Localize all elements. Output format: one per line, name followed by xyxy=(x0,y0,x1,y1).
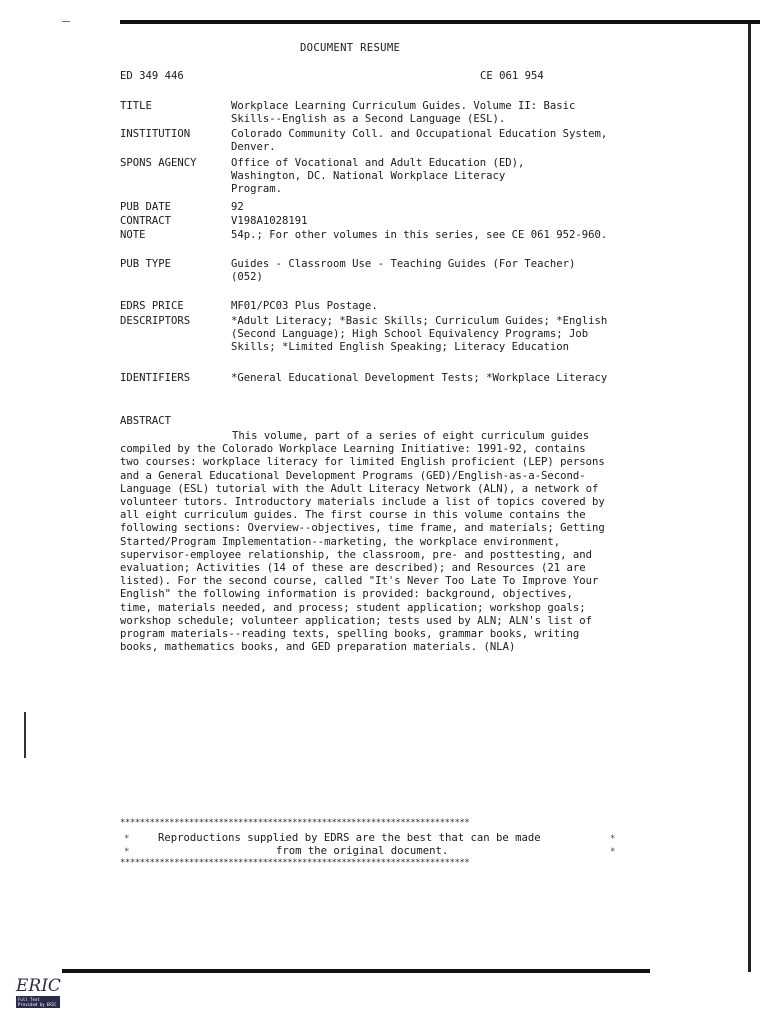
document-title: DOCUMENT RESUME xyxy=(300,42,401,54)
field-value-title: Workplace Learning Curriculum Guides. Volume II: Basic Skills--English as a Second Language (ESL). xyxy=(231,100,576,126)
field-value-edrs-price: MF01/PC03 Plus Postage. xyxy=(231,300,378,312)
top-rule xyxy=(120,20,760,24)
scan-mark xyxy=(62,21,70,22)
field-value-contract: V198A1028191 xyxy=(231,215,308,227)
field-label-contract: CONTRACT xyxy=(120,215,172,227)
bottom-rule xyxy=(62,969,650,973)
field-value-pub-date: 92 xyxy=(231,201,244,213)
eric-logo xyxy=(16,976,60,1012)
footer-edge-star: * xyxy=(610,847,616,857)
right-scan-edge xyxy=(748,24,751,972)
reproduction-notice-line1: Reproductions supplied by EDRS are the best that can be made xyxy=(158,832,541,844)
footer-edge-star: * xyxy=(124,847,130,857)
field-value-descriptors: *Adult Literacy; *Basic Skills; Curriculum Guides; *English (Second Language); High School Equivalency Programs; Job Skills; *Limited English Speaking; Literacy Education xyxy=(231,315,608,354)
eric-logo-subtitle: Full Text Provided by ERIC xyxy=(16,996,60,1008)
left-scan-mark xyxy=(24,712,26,758)
field-label-title: TITLE xyxy=(120,100,152,112)
field-label-pub-type: PUB TYPE xyxy=(120,258,172,270)
ed-number: ED 349 446 xyxy=(120,70,184,82)
eric-logo-text: ERIC xyxy=(16,976,61,996)
field-value-note: 54p.; For other volumes in this series, see CE 061 952-960. xyxy=(231,229,608,241)
field-label-spons-agency: SPONS AGENCY xyxy=(120,157,197,169)
field-value-identifiers: *General Educational Development Tests; *Workplace Literacy xyxy=(231,372,608,384)
abstract-label: ABSTRACT xyxy=(120,415,172,427)
reproduction-notice-line2: from the original document. xyxy=(276,845,449,857)
ce-number: CE 061 954 xyxy=(480,70,544,82)
field-label-pub-date: PUB DATE xyxy=(120,201,172,213)
field-label-note: NOTE xyxy=(120,229,146,241)
field-label-descriptors: DESCRIPTORS xyxy=(120,315,191,327)
footer-edge-star: * xyxy=(610,834,616,844)
field-value-spons-agency: Office of Vocational and Adult Education (ED), Washington, DC. National Workplace Literacy Program. xyxy=(231,157,525,196)
field-label-identifiers: IDENTIFIERS xyxy=(120,372,191,384)
footer-stars-bottom: *********************************************************************** xyxy=(120,858,470,868)
footer-stars-top: *********************************************************************** xyxy=(120,818,470,828)
abstract-text: This volume, part of a series of eight curriculum guides compiled by the Colorado Workplace Learning Initiative: 1991-92, contains two courses: workplace literacy for limited English proficient (LEP) persons and a General Educational Development Programs (GED)/English-as-a-Second-Language (ESL) tutorial with the Adult Literacy Network (ALN), a network of volunteer tutors. Introductory materials include a list of topics covered by all eight curriculum guides. The first course in this volume contains the following sections: Overview--objectives, time frame, and materials; Getting Started/Program Implementation--marketing, the workplace environment, supervisor-employee relationship, the classroom, pre- and posttesting, and evaluation; Activities (14 of these are described); and Resources (21 are listed). For the second course, called "It's Never Too Late To Improve Your English" the following information is provided: background, objectives, time, materials needed, and process; student application; workshop goals; workshop schedule; volunteer application; tests used by ALN; ALN's list of program materials--reading texts, spelling books, grammar books, writing books, mathematics books, and GED preparation materials. (NLA) xyxy=(120,430,605,654)
field-value-pub-type: Guides - Classroom Use - Teaching Guides (For Teacher) (052) xyxy=(231,258,576,284)
footer-edge-star: * xyxy=(124,834,130,844)
field-label-institution: INSTITUTION xyxy=(120,128,191,140)
field-value-institution: Colorado Community Coll. and Occupational Education System, Denver. xyxy=(231,128,608,154)
field-label-edrs-price: EDRS PRICE xyxy=(120,300,184,312)
